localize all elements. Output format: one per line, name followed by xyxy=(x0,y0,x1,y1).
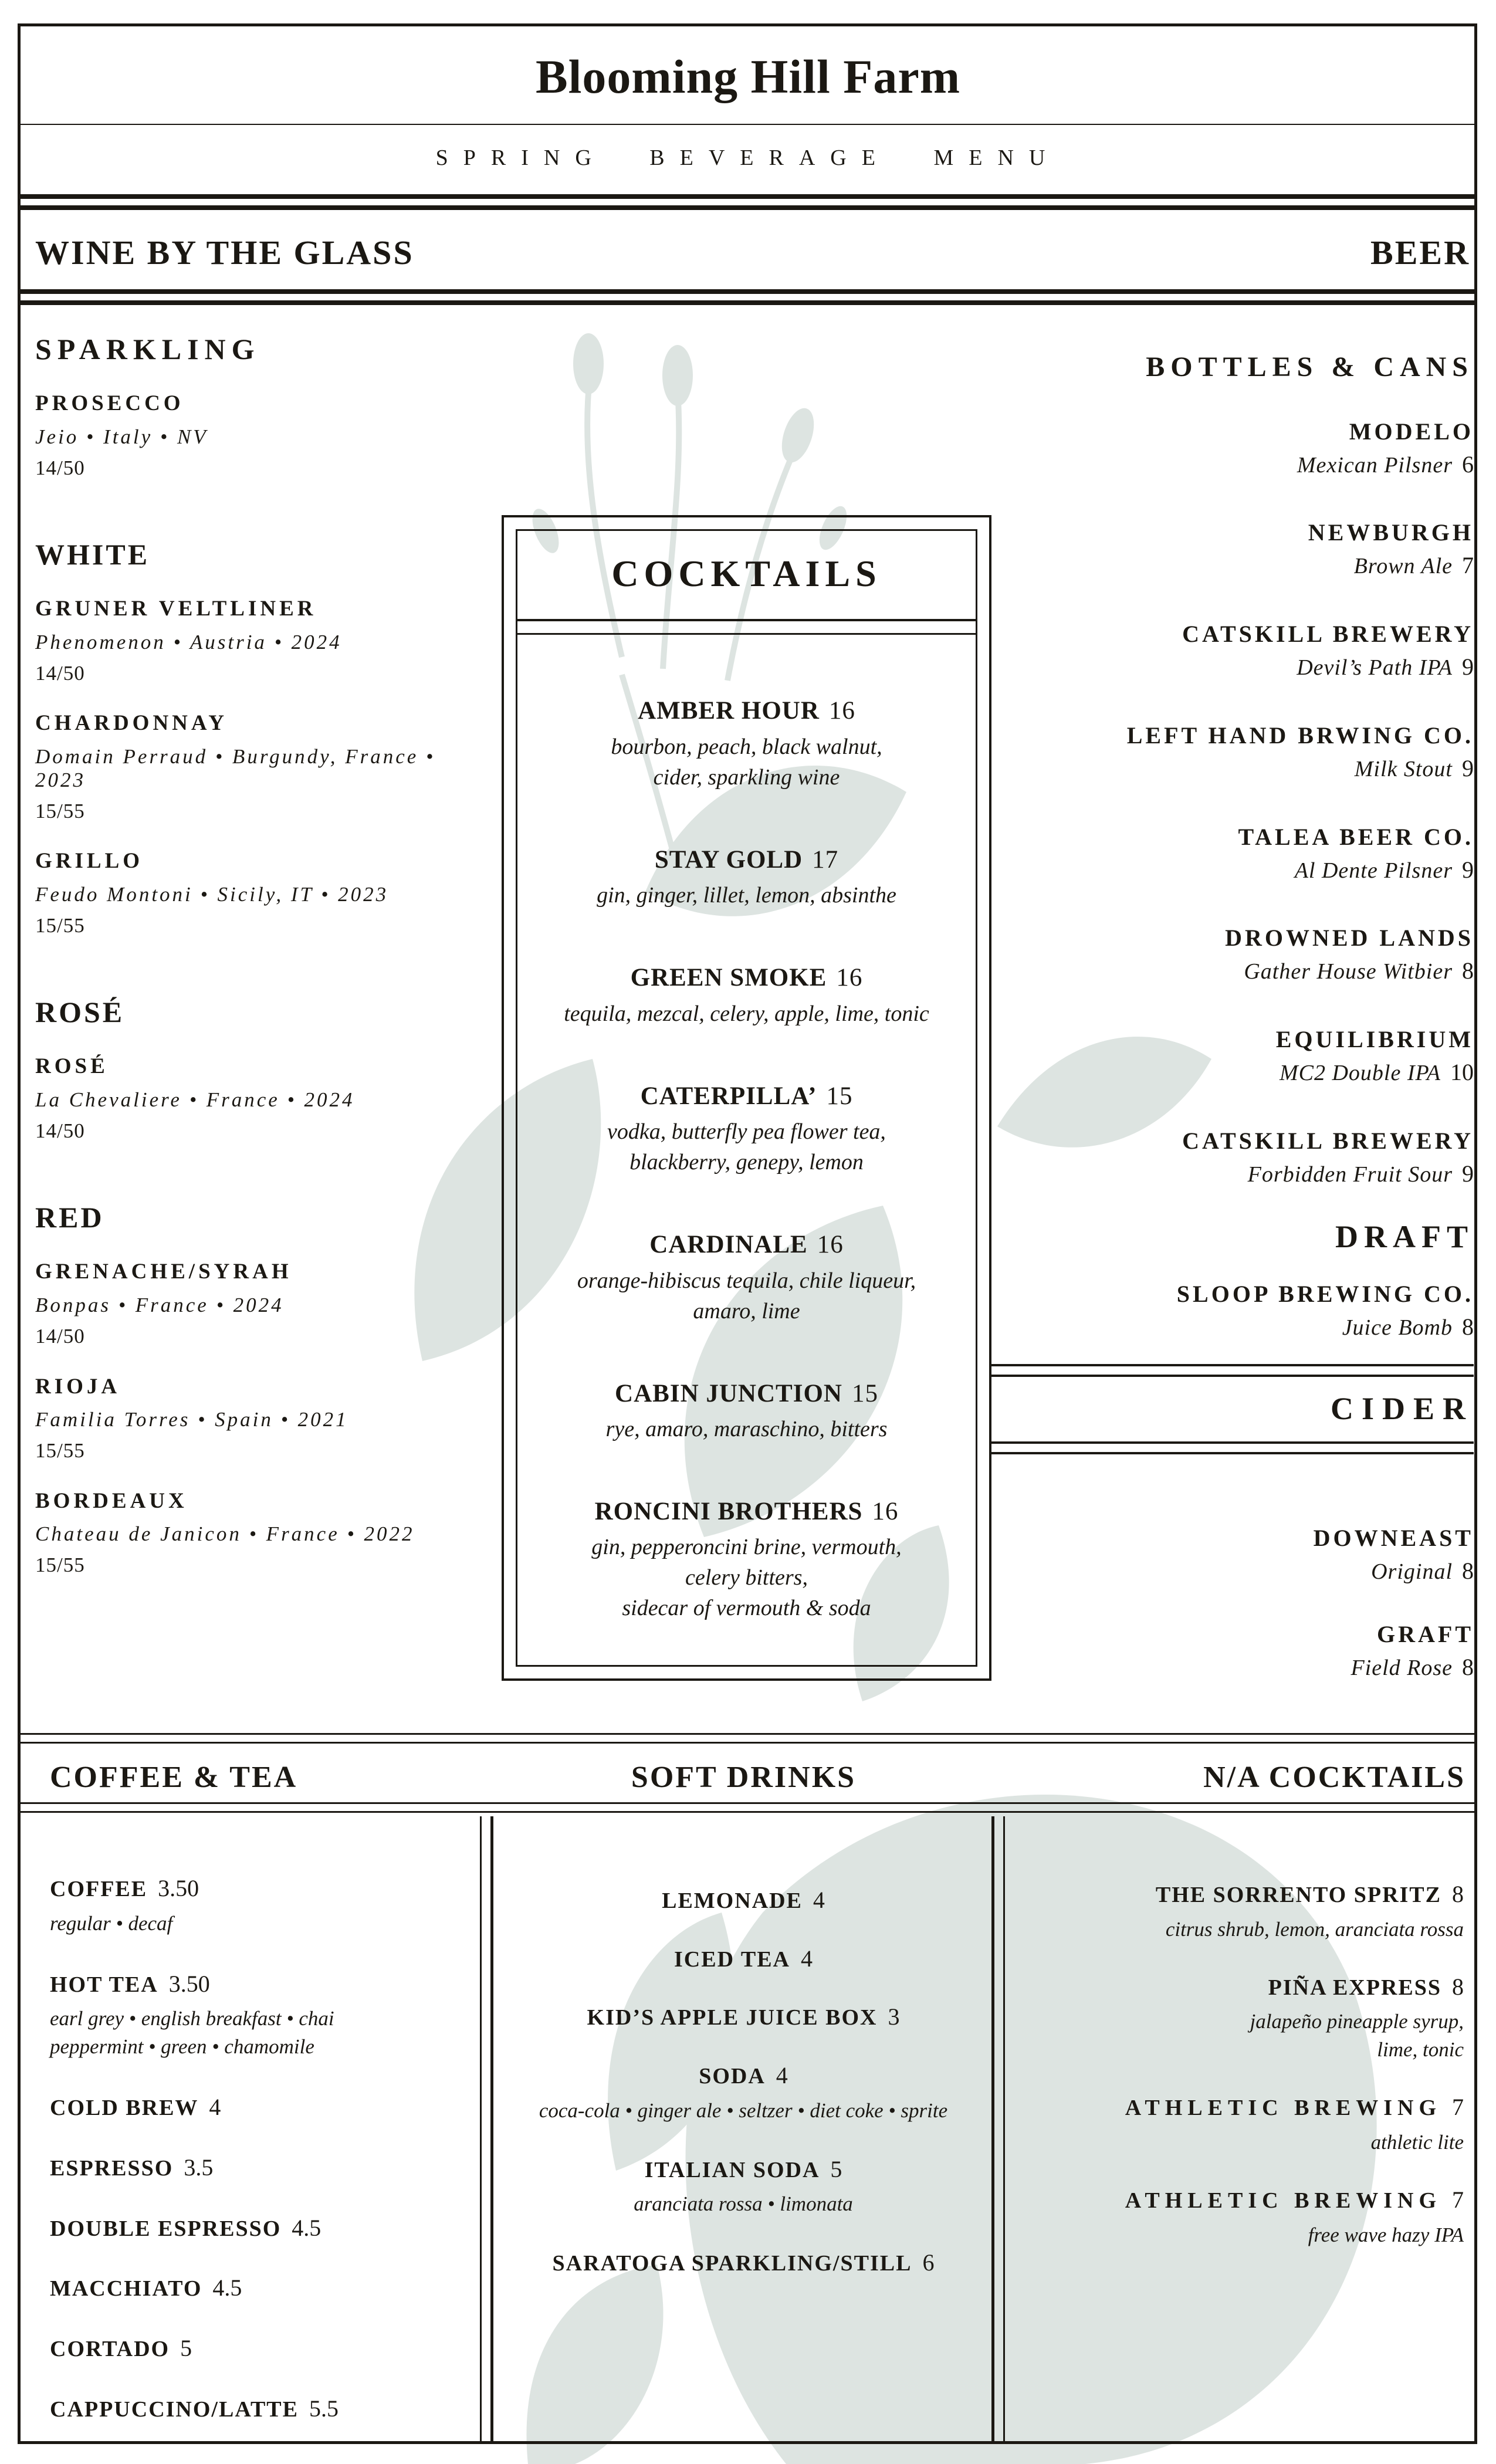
coffee-name: COLD BREW xyxy=(50,2096,199,2121)
cider-style: Field Rose xyxy=(1351,1656,1453,1681)
beer-style-line xyxy=(990,1160,1474,1188)
soft-drink-name-line xyxy=(505,2062,981,2090)
cocktail-name: CATERPILLA’ xyxy=(640,1082,817,1110)
soft-drink-name-line xyxy=(505,2155,981,2184)
cocktail-ingredients xyxy=(517,1414,976,1444)
na-cocktail-item-list xyxy=(1017,1880,1464,2249)
beer-item xyxy=(990,824,1474,884)
soft-drink-name: ICED TEA xyxy=(674,1947,790,1972)
na-cocktail-price: 7 xyxy=(1452,2187,1464,2213)
coffee-name: COFFEE xyxy=(50,1877,148,1901)
na-cocktail-ingredient-line: athletic lite xyxy=(1370,2131,1464,2154)
soft-drinks-heading: SOFT DRINKS xyxy=(631,1761,857,1794)
beer-price: 9 xyxy=(1462,654,1474,681)
wine-name: GRENACHE/SYRAH xyxy=(35,1260,292,1284)
wine-item xyxy=(35,391,493,480)
cocktail-ingredient-line: orange-hibiscus tequila, chile liqueur, xyxy=(577,1268,916,1293)
cider-price: 8 xyxy=(1462,1654,1474,1681)
section-heading-white: WHITE xyxy=(35,538,150,571)
coffee-name-line xyxy=(50,2093,461,2121)
wine-detail: Jeio • Italy • NV xyxy=(35,425,208,448)
beer-style: Forbidden Fruit Sour xyxy=(1247,1162,1453,1187)
wine-name: ROSÉ xyxy=(35,1054,109,1079)
beer-price: 7 xyxy=(1462,552,1474,579)
cocktail-ingredients xyxy=(517,1532,976,1623)
soft-drink-item xyxy=(505,2155,981,2219)
section-heading-red: RED xyxy=(35,1201,104,1234)
cider-style: Original xyxy=(1371,1559,1453,1584)
coffee-name: ESPRESSO xyxy=(50,2156,174,2181)
wine-name: PROSECCO xyxy=(35,391,184,415)
cocktail-item-list xyxy=(517,696,976,1623)
cocktail-item xyxy=(517,1497,976,1623)
beer-price: 8 xyxy=(1462,957,1474,984)
header-divider-top xyxy=(21,194,1474,210)
coffee-option-line: earl grey • english breakfast • chai xyxy=(50,2007,334,2030)
soft-drink-item xyxy=(505,2249,981,2277)
na-cocktails-heading: N/A COCKTAILS xyxy=(1203,1761,1465,1794)
cocktail-name: RONCINI BROTHERS xyxy=(594,1498,863,1526)
wine-detail: La Chevaliere • France • 2024 xyxy=(35,1088,355,1111)
beer-style-line xyxy=(990,857,1474,884)
soft-drink-option-line: coca-cola • ginger ale • seltzer • diet coke • sprite xyxy=(539,2099,948,2122)
cocktail-name-line xyxy=(517,1379,976,1408)
na-cocktail-price: 7 xyxy=(1452,2094,1464,2121)
soft-drink-price: 4 xyxy=(813,1887,825,1913)
na-cocktail-ingredients xyxy=(1017,1915,1464,1944)
wine-item xyxy=(35,711,493,823)
na-cocktail-name-line xyxy=(1017,1880,1464,1908)
wine-item xyxy=(35,1489,493,1578)
soft-drink-name-line xyxy=(505,1886,981,1914)
coffee-name: DOUBLE ESPRESSO xyxy=(50,2216,282,2241)
coffee-name-line xyxy=(50,1874,461,1903)
bottles-and-cans-heading: BOTTLES & CANS xyxy=(1146,351,1474,383)
beer-price: 6 xyxy=(1462,451,1474,478)
soft-drink-name: LEMONADE xyxy=(662,1888,803,1913)
cocktail-ingredient-line: sidecar of vermouth & soda xyxy=(622,1596,871,1621)
na-cocktail-ingredient-line: jalapeño pineapple syrup, xyxy=(1250,2010,1464,2033)
soft-drink-item xyxy=(505,1945,981,1973)
beer-heading: BEER xyxy=(1370,233,1470,272)
coffee-name-line xyxy=(50,1970,461,1998)
soft-drink-item xyxy=(505,2062,981,2125)
coffee-name: CORTADO xyxy=(50,2337,170,2362)
soft-drinks-column xyxy=(505,1886,981,2284)
beer-price: 9 xyxy=(1462,754,1474,781)
beer-style: Mexican Pilsner xyxy=(1297,452,1453,478)
coffee-name: CAPPUCCINO/LATTE xyxy=(50,2397,299,2422)
coffee-price: 3.5 xyxy=(184,2154,214,2181)
wine-detail: Phenomenon • Austria • 2024 xyxy=(35,630,342,654)
cocktail-item xyxy=(517,1230,976,1326)
wine-price: 15/55 xyxy=(35,914,85,937)
cocktail-ingredients xyxy=(517,1116,976,1177)
beer-style: Brown Ale xyxy=(1353,554,1453,579)
na-cocktails-column xyxy=(1017,1880,1464,2249)
coffee-price: 4 xyxy=(209,2094,221,2121)
wine-detail: Familia Torres • Spain • 2021 xyxy=(35,1408,348,1431)
soft-drink-price: 5 xyxy=(830,2155,842,2182)
beer-style: Gather House Witbier xyxy=(1244,959,1453,984)
coffee-item xyxy=(50,2214,461,2242)
cocktails-box xyxy=(502,515,991,1681)
beer-price: 9 xyxy=(1462,1160,1474,1187)
coffee-name-line xyxy=(50,2334,461,2363)
cocktail-item xyxy=(517,963,976,1028)
cocktail-price: 16 xyxy=(836,964,863,992)
bottom-band-divider-bottom xyxy=(21,1802,1474,1813)
coffee-name-line xyxy=(50,2214,461,2242)
wine-item xyxy=(35,597,493,685)
cocktail-item xyxy=(517,696,976,792)
bottled-beer-list xyxy=(990,418,1474,1188)
coffee-item xyxy=(50,2154,461,2182)
wine-name: RIOJA xyxy=(35,1374,121,1399)
wine-price: 14/50 xyxy=(35,456,85,479)
cocktail-name: STAY GOLD xyxy=(654,845,803,874)
beer-style: Al Dente Pilsner xyxy=(1294,858,1453,883)
red-item-list xyxy=(35,1260,493,1577)
cider-list xyxy=(990,1525,1474,1681)
na-cocktail-name: THE SORRENTO SPRITZ xyxy=(1155,1883,1441,1907)
coffee-item xyxy=(50,1874,461,1938)
beer-price: 8 xyxy=(1462,1313,1474,1340)
soft-drink-item-list xyxy=(505,1886,981,2277)
wine-name: GRILLO xyxy=(35,849,144,874)
cocktails-heading-divider xyxy=(517,619,976,635)
coffee-item xyxy=(50,2395,461,2423)
na-cocktail-name: ATHLETIC BREWING xyxy=(1125,2188,1441,2213)
beer-style: Devil’s Path IPA xyxy=(1297,655,1453,681)
coffee-name: HOT TEA xyxy=(50,1972,158,1997)
coffee-options xyxy=(50,1910,461,1938)
cocktail-price: 15 xyxy=(851,1379,878,1407)
na-cocktail-name: PIÑA EXPRESS xyxy=(1268,1975,1441,2000)
coffee-name-line xyxy=(50,2395,461,2423)
na-cocktail-ingredients xyxy=(1017,2221,1464,2249)
cocktails-box-inner xyxy=(516,529,977,1667)
cocktail-ingredient-line: gin, ginger, lillet, lemon, absinthe xyxy=(597,883,896,908)
cider-brand-name: DOWNEAST xyxy=(1313,1524,1474,1551)
na-cocktail-price: 8 xyxy=(1452,1973,1464,2000)
beer-item xyxy=(990,418,1474,479)
wine-item xyxy=(35,1054,493,1143)
cider-brand-name: GRAFT xyxy=(1377,1621,1474,1648)
beer-style-line xyxy=(990,1314,1474,1341)
coffee-and-tea-heading: COFFEE & TEA xyxy=(50,1761,298,1794)
cocktail-ingredient-line: vodka, butterfly pea flower tea, xyxy=(607,1119,886,1145)
beer-style: MC2 Double IPA xyxy=(1279,1060,1441,1085)
beer-brewery-name: MODELO xyxy=(1349,418,1474,445)
cocktail-ingredients xyxy=(517,1265,976,1326)
wine-by-the-glass-heading: WINE BY THE GLASS xyxy=(35,233,414,272)
wine-column xyxy=(35,333,493,1578)
wine-name: GRUNER VELTLINER xyxy=(35,597,317,621)
cocktail-item xyxy=(517,1379,976,1444)
cocktail-name: CABIN JUNCTION xyxy=(615,1379,842,1407)
beer-brewery-name: CATSKILL BREWERY xyxy=(1182,1127,1474,1154)
beer-brewery-name: TALEA BEER CO. xyxy=(1238,823,1474,850)
cocktail-name-line xyxy=(517,1497,976,1526)
wine-price: 14/50 xyxy=(35,661,85,685)
soft-drink-price: 4 xyxy=(800,1945,813,1972)
restaurant-title: Blooming Hill Farm xyxy=(535,50,961,103)
cocktail-name: CARDINALE xyxy=(649,1231,808,1259)
soft-drink-name: ITALIAN SODA xyxy=(644,2157,820,2182)
beer-item xyxy=(990,1281,1474,1341)
cocktail-ingredient-line: cider, sparkling wine xyxy=(653,764,840,790)
soft-drink-name: SARATOGA SPARKLING/STILL xyxy=(552,2251,912,2276)
na-cocktail-item xyxy=(1017,2186,1464,2249)
cocktail-price: 16 xyxy=(828,697,855,725)
wine-detail: Bonpas • France • 2024 xyxy=(35,1294,284,1317)
wine-price: 15/55 xyxy=(35,1439,85,1463)
beer-brewery-name: EQUILIBRIUM xyxy=(1275,1025,1474,1052)
na-cocktail-ingredients xyxy=(1017,2128,1464,2157)
coffee-tea-column xyxy=(50,1874,461,2430)
coffee-name: MACCHIATO xyxy=(50,2276,202,2301)
beer-item xyxy=(990,722,1474,783)
soft-drink-price: 3 xyxy=(888,2003,900,2030)
cocktail-item xyxy=(517,1082,976,1177)
cocktail-ingredient-line: celery bitters, xyxy=(685,1565,808,1590)
coffee-price: 4.5 xyxy=(292,2214,321,2241)
soft-drink-options xyxy=(505,2190,981,2218)
wine-detail: Feudo Montoni • Sicily, IT • 2023 xyxy=(35,882,389,906)
bottom-column-divider-right xyxy=(991,1816,1005,2442)
coffee-option-line: peppermint • green • chamomile xyxy=(50,2035,314,2059)
soft-drink-name-line xyxy=(505,2003,981,2031)
soft-drink-item xyxy=(505,1886,981,1914)
cocktail-name-line xyxy=(517,963,976,992)
beer-item xyxy=(990,1128,1474,1188)
na-cocktail-item xyxy=(1017,1880,1464,1944)
cocktail-ingredients xyxy=(517,999,976,1029)
wine-price: 14/50 xyxy=(35,1325,85,1348)
na-cocktail-ingredients xyxy=(1017,2008,1464,2064)
beer-style: Milk Stout xyxy=(1354,756,1453,781)
cocktail-ingredient-line: blackberry, genepy, lemon xyxy=(629,1150,864,1175)
beer-style-line xyxy=(990,1059,1474,1087)
coffee-option-line: regular • decaf xyxy=(50,1911,173,1935)
coffee-price: 4.5 xyxy=(212,2275,242,2301)
na-cocktail-item xyxy=(1017,1973,1464,2064)
beer-brewery-name: DROWNED LANDS xyxy=(1225,925,1474,952)
soft-drink-price: 6 xyxy=(922,2249,935,2276)
wine-detail: Chateau de Janicon • France • 2022 xyxy=(35,1522,415,1546)
na-cocktail-name: ATHLETIC BREWING xyxy=(1125,2096,1441,2121)
wine-item xyxy=(35,849,493,937)
beer-item xyxy=(990,519,1474,580)
cocktail-price: 16 xyxy=(817,1231,844,1259)
coffee-price: 5.5 xyxy=(309,2395,339,2422)
beer-price: 10 xyxy=(1450,1058,1474,1085)
cocktail-price: 15 xyxy=(826,1082,853,1110)
na-cocktail-name-line xyxy=(1017,2186,1464,2214)
cocktail-ingredient-line: rye, amaro, maraschino, bitters xyxy=(605,1417,888,1442)
cocktail-name-line xyxy=(517,1230,976,1259)
beer-style: Juice Bomb xyxy=(1342,1315,1453,1340)
coffee-item xyxy=(50,1970,461,2062)
cocktail-ingredient-line: bourbon, peach, black walnut, xyxy=(611,734,882,759)
coffee-name-line xyxy=(50,2154,461,2182)
coffee-item xyxy=(50,2334,461,2363)
sparkling-item-list xyxy=(35,391,493,480)
beer-brewery-name: NEWBURGH xyxy=(1308,519,1474,546)
coffee-item xyxy=(50,2274,461,2302)
soft-drink-name-line xyxy=(505,1945,981,1973)
beer-style-line xyxy=(990,957,1474,985)
cocktail-item xyxy=(517,845,976,911)
beer-brewery-name: LEFT HAND BRWING CO. xyxy=(1126,722,1474,749)
rose-item-list xyxy=(35,1054,493,1143)
title-divider xyxy=(21,124,1474,125)
cider-heading: CIDER xyxy=(1330,1391,1474,1427)
wine-price: 15/55 xyxy=(35,800,85,823)
menu-subtitle: SPRING BEVERAGE MENU xyxy=(435,145,1061,170)
na-cocktail-ingredient-line: lime, tonic xyxy=(1377,2038,1464,2062)
na-cocktail-price: 8 xyxy=(1452,1881,1464,1907)
wine-detail: Domain Perraud • Burgundy, France • 2023 xyxy=(35,744,436,791)
na-cocktail-ingredient-line: citrus shrub, lemon, aranciata rossa xyxy=(1165,1917,1464,1941)
cocktail-name-line xyxy=(517,845,976,874)
cider-style-line xyxy=(990,1558,1474,1585)
cocktail-ingredients xyxy=(517,880,976,911)
soft-drink-name: SODA xyxy=(699,2064,766,2089)
cocktail-ingredient-line: gin, pepperoncini brine, vermouth, xyxy=(591,1535,902,1560)
na-cocktail-ingredient-line: free wave hazy IPA xyxy=(1308,2223,1464,2246)
coffee-price: 5 xyxy=(180,2335,192,2362)
cider-style-line xyxy=(990,1654,1474,1681)
coffee-price: 3.50 xyxy=(168,1970,210,1997)
cocktail-price: 17 xyxy=(812,845,839,874)
wine-price: 14/50 xyxy=(35,1119,85,1143)
cocktail-ingredient-line: amaro, lime xyxy=(693,1298,800,1324)
cider-item xyxy=(990,1621,1474,1681)
cocktail-ingredients xyxy=(517,732,976,793)
coffee-price: 3.50 xyxy=(158,1875,199,1901)
coffee-item xyxy=(50,2093,461,2121)
cider-divider-bottom xyxy=(990,1441,1474,1454)
beer-style-line xyxy=(990,654,1474,681)
draft-heading: DRAFT xyxy=(1335,1219,1474,1255)
na-cocktail-item xyxy=(1017,2093,1464,2157)
bottom-column-divider-left xyxy=(480,1816,493,2442)
cocktail-ingredient-line: tequila, mezcal, celery, apple, lime, tonic xyxy=(564,1001,929,1026)
bottom-band-divider-top xyxy=(21,1733,1474,1744)
header-divider-bottom xyxy=(21,289,1474,305)
soft-drink-name-line xyxy=(505,2249,981,2277)
na-cocktail-name-line xyxy=(1017,2093,1464,2121)
wine-name: BORDEAUX xyxy=(35,1488,188,1513)
white-item-list xyxy=(35,597,493,937)
soft-drink-name: KID’S APPLE JUICE BOX xyxy=(587,2005,878,2030)
beer-cider-column xyxy=(990,352,1474,1681)
wine-item xyxy=(35,1260,493,1348)
beer-style-line xyxy=(990,552,1474,580)
soft-drink-price: 4 xyxy=(776,2062,788,2089)
cocktail-name-line xyxy=(517,696,976,725)
cocktail-name-line xyxy=(517,1082,976,1111)
soft-drink-options xyxy=(505,2097,981,2125)
cocktail-name: GREEN SMOKE xyxy=(630,964,827,992)
beer-item xyxy=(990,621,1474,681)
wine-item xyxy=(35,1375,493,1463)
section-heading-rose: ROSÉ xyxy=(35,996,125,1029)
beer-style-line xyxy=(990,451,1474,479)
cocktail-name: AMBER HOUR xyxy=(638,697,820,725)
cocktails-heading: COCKTAILS xyxy=(611,553,882,594)
wine-name: CHARDONNAY xyxy=(35,711,228,736)
cider-price: 8 xyxy=(1462,1557,1474,1584)
coffee-name-line xyxy=(50,2274,461,2302)
beer-brewery-name: CATSKILL BREWERY xyxy=(1182,621,1474,648)
cocktail-price: 16 xyxy=(872,1498,899,1526)
beer-item xyxy=(990,925,1474,985)
beer-style-line xyxy=(990,755,1474,783)
coffee-item-list xyxy=(50,1874,461,2423)
beer-item xyxy=(990,1026,1474,1087)
section-heading-sparkling: SPARKLING xyxy=(35,333,260,365)
beer-price: 9 xyxy=(1462,856,1474,883)
coffee-options xyxy=(50,2005,461,2061)
beer-brewery-name: SLOOP BREWING CO. xyxy=(1176,1280,1474,1307)
cider-item xyxy=(990,1525,1474,1585)
na-cocktail-name-line xyxy=(1017,1973,1464,2001)
cider-divider-top xyxy=(990,1364,1474,1377)
wine-price: 15/55 xyxy=(35,1553,85,1577)
soft-drink-item xyxy=(505,2003,981,2031)
draft-beer-list xyxy=(990,1281,1474,1341)
soft-drink-option-line: aranciata rossa • limonata xyxy=(634,2192,853,2216)
